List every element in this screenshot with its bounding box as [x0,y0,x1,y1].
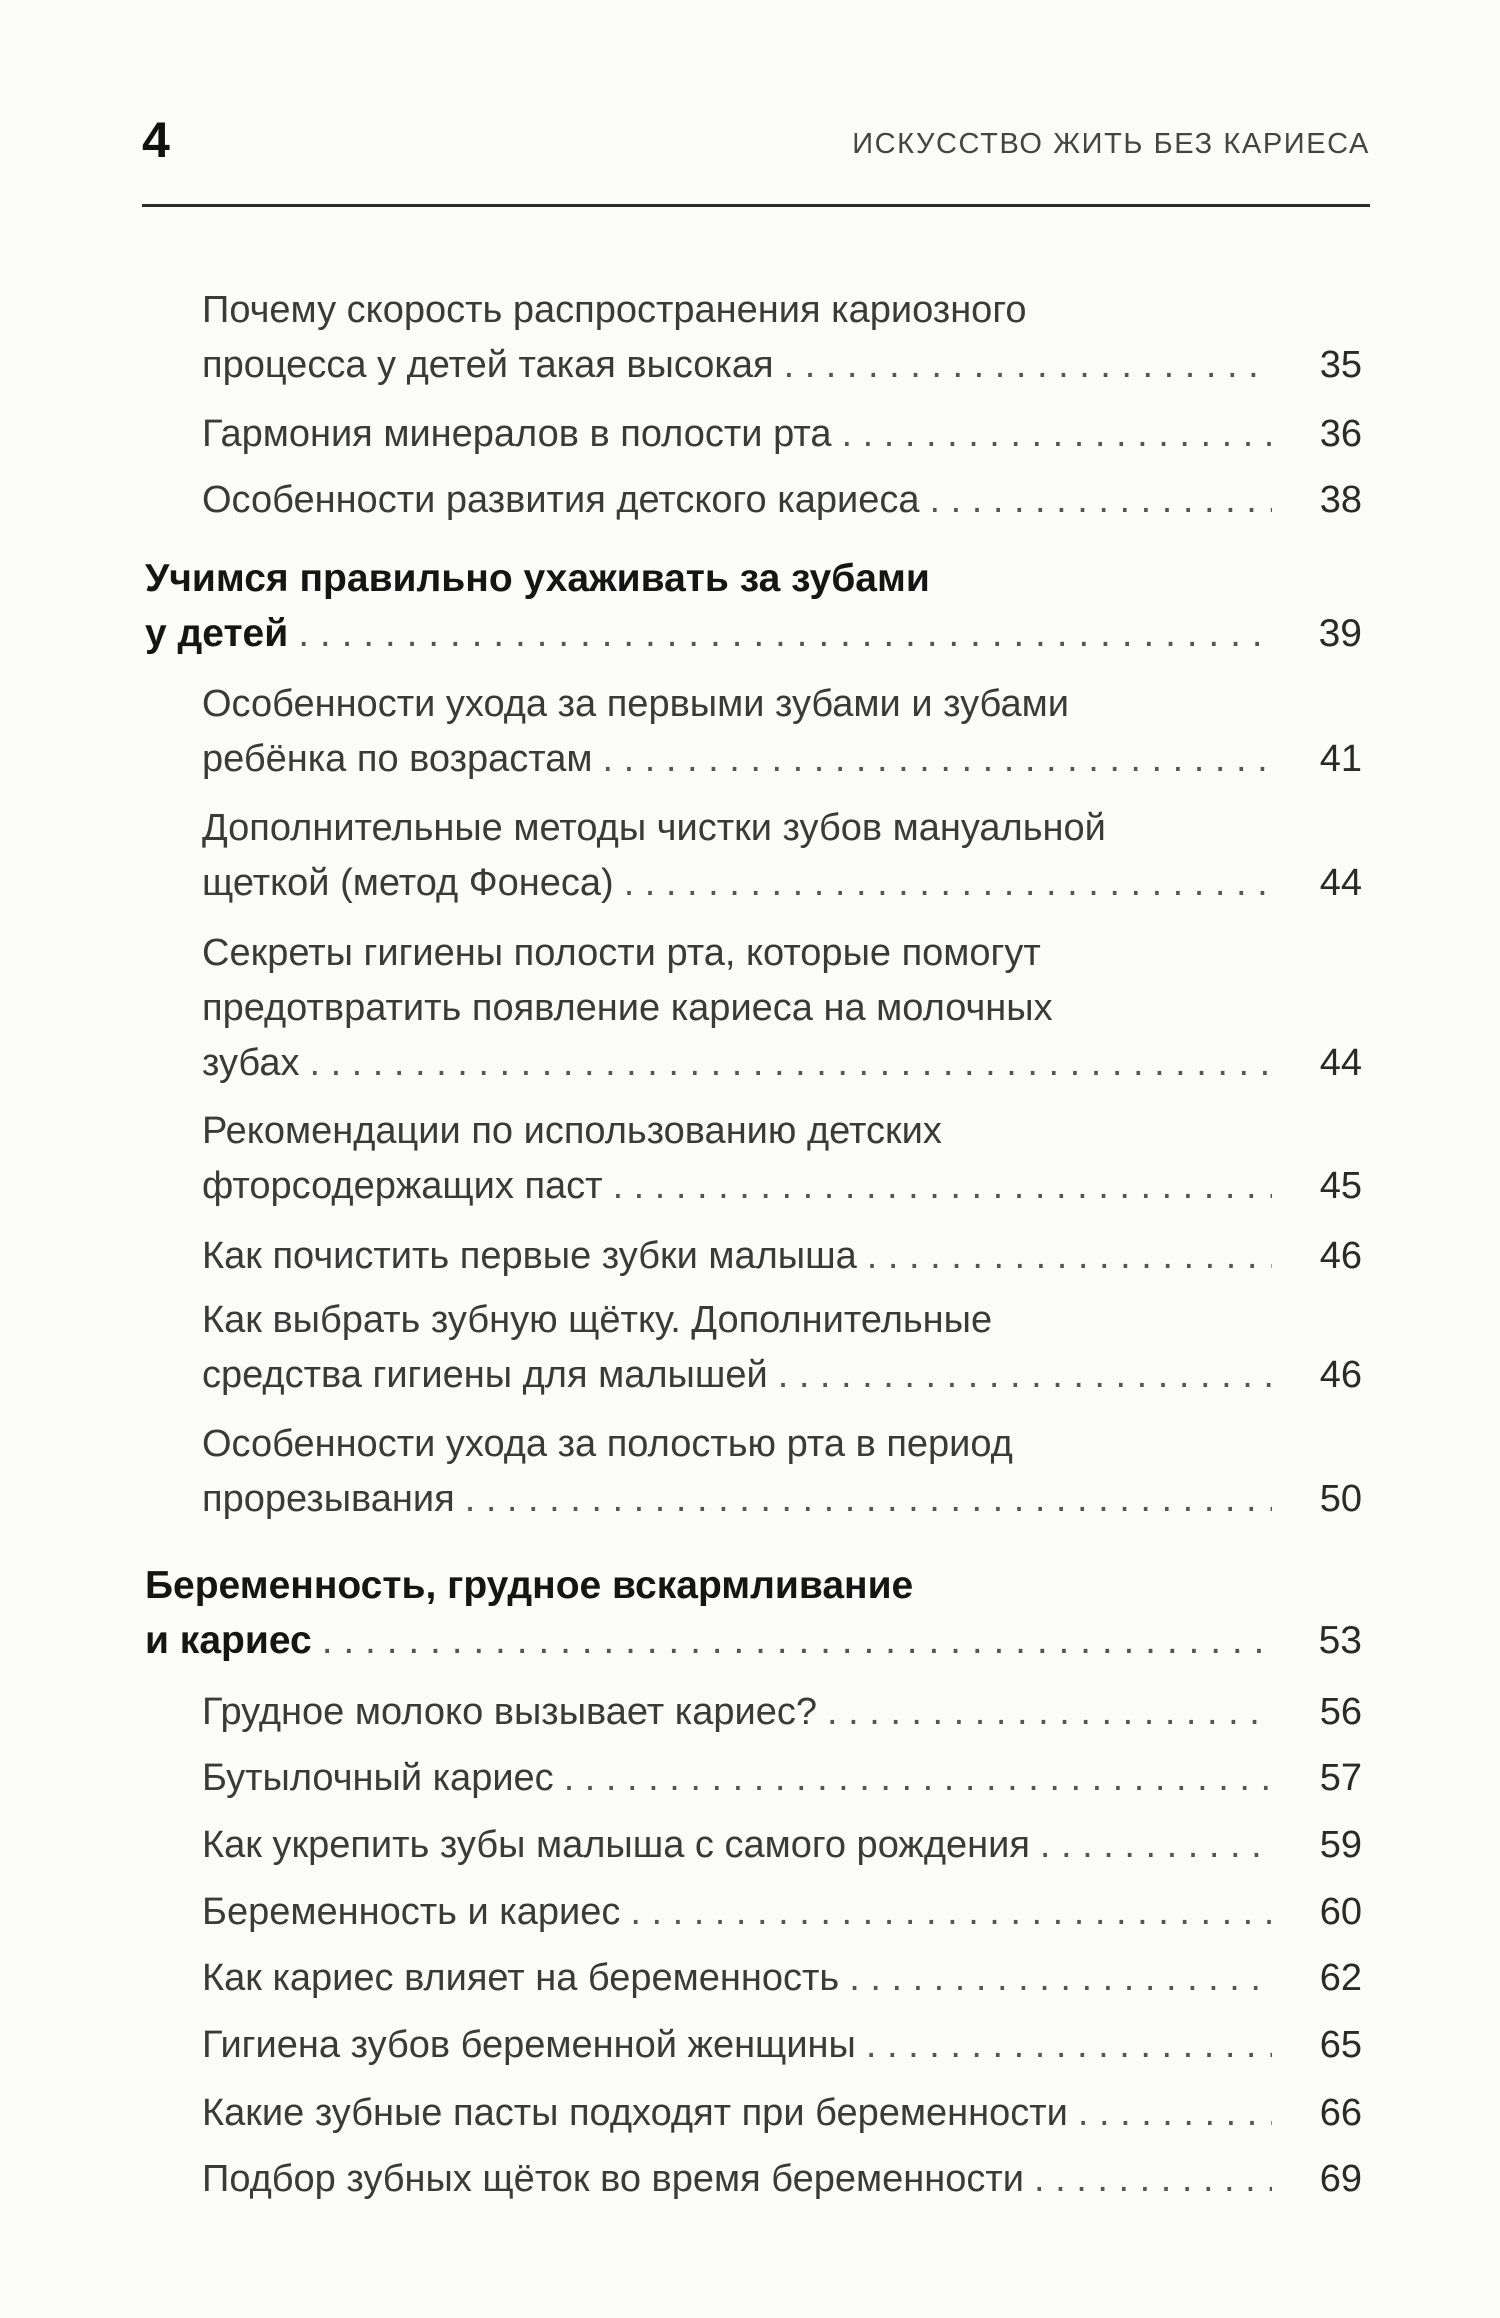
dot-leader [624,855,1272,911]
toc-entry [202,1884,1362,1940]
toc-entry-text: предотвратить появление кариеса на молочных [202,987,1053,1029]
section-heading-text: и кариес [145,1619,312,1662]
page-reference: 56 [1319,1691,1362,1733]
toc-entry [202,1817,1362,1873]
toc-entry-text: Как укрепить зубы малыша с самого рождения [202,1824,1030,1866]
page-reference: 46 [1319,1354,1362,1396]
toc-entry-text: Бутылочный кариес [202,1757,554,1799]
toc-entry [202,406,1362,462]
toc-entry [202,1684,1362,1740]
toc-entry [202,1471,1362,1527]
toc-entry-text: прорезывания [202,1478,455,1520]
page-reference: 69 [1319,2158,1362,2200]
toc-entry [202,1950,1362,2006]
section-heading [145,1613,1362,1669]
toc-entry [202,337,1362,393]
page-reference: 46 [1319,1235,1362,1277]
toc-entry [202,472,1362,528]
toc-entry-line [202,1103,1362,1159]
dot-leader [784,337,1272,393]
dot-leader [613,1158,1272,1214]
toc-entry-text: Как кариес влияет на беременность [202,1957,840,1999]
page-reference: 65 [1319,2024,1362,2066]
toc-entry [202,731,1362,787]
section-heading-text: у детей [145,612,289,655]
dot-leader [322,1613,1272,1669]
toc-entry-text: Секреты гигиены полости рта, которые помогут [202,932,1041,974]
page-reference: 45 [1319,1165,1362,1207]
page-reference: 53 [1318,1619,1362,1662]
page-reference: 38 [1319,479,1362,521]
running-title: ИСКУССТВО ЖИТЬ БЕЗ КАРИЕСА [852,128,1370,160]
section-heading [145,606,1362,662]
header-rule [142,204,1370,207]
toc-entry-text: Дополнительные методы чистки зубов мануальной [202,807,1106,849]
dot-leader [298,606,1272,662]
toc-entry [202,2017,1362,2073]
page-reference: 44 [1319,1042,1362,1084]
page-reference: 59 [1319,1824,1362,1866]
section-heading-line [145,1558,1362,1614]
dot-leader [465,1471,1272,1527]
dot-leader [827,1684,1272,1740]
toc-entry [202,2085,1362,2141]
dot-leader [849,1950,1272,2006]
toc-entry-text: Подбор зубных щёток во время беременности [202,2158,1025,2200]
toc-entry [202,855,1362,911]
page-reference: 57 [1319,1757,1362,1799]
page-reference: 66 [1319,2092,1362,2134]
toc-entry [202,1750,1362,1806]
dot-leader [564,1750,1272,1806]
toc-entry-text: ребёнка по возрастам [202,738,593,780]
toc-entry-text: Особенности ухода за первыми зубами и зубами [202,683,1069,725]
dot-leader [1034,2151,1272,2207]
dot-leader [1040,1817,1272,1873]
page-reference: 50 [1319,1478,1362,1520]
toc-entry-text: Особенности ухода за полостью рта в период [202,1423,1013,1465]
page-reference: 41 [1319,738,1362,780]
dot-leader [1078,2085,1272,2141]
toc-entry-line [202,925,1362,981]
page-reference: 36 [1319,413,1362,455]
toc-entry-text: Какие зубные пасты подходят при беременности [202,2092,1068,2134]
dot-leader [842,406,1273,462]
toc-entry [202,1347,1362,1403]
toc-entry-line [202,282,1362,338]
dot-leader [309,1035,1272,1091]
page-reference: 35 [1319,344,1362,386]
toc-entry [202,1228,1362,1284]
toc-entry-line [202,800,1362,856]
toc-entry-text: Рекомендации по использованию детских [202,1110,942,1152]
toc-entry-text: Почему скорость распространения кариозного [202,289,1027,331]
toc-entry-text: процесса у детей такая высокая [202,344,774,386]
dot-leader [867,1228,1272,1284]
toc-entry-text: Особенности развития детского кариеса [202,479,920,521]
page-number: 4 [142,112,170,168]
toc-entry-line [202,676,1362,732]
page-reference: 62 [1319,1957,1362,1999]
toc-entry-text: Гигиена зубов беременной женщины [202,2024,856,2066]
dot-leader [630,1884,1272,1940]
toc-entry-text: средства гигиены для малышей [202,1354,768,1396]
toc-entry [202,1158,1362,1214]
page-reference: 44 [1319,862,1362,904]
toc-entry [202,2151,1362,2207]
dot-leader [778,1347,1272,1403]
toc-entry-text: Гармония минералов в полости рта [202,413,832,455]
toc-entry-text: Как почистить первые зубки малыша [202,1235,857,1277]
page-reference: 60 [1319,1891,1362,1933]
page-reference: 39 [1318,612,1362,655]
toc-entry-text: Беременность и кариес [202,1891,621,1933]
toc-entry-line [202,1292,1362,1348]
dot-leader [929,472,1272,528]
dot-leader [603,731,1272,787]
dot-leader [866,2017,1272,2073]
toc-entry-text: Грудное молоко вызывает кариес? [202,1691,817,1733]
toc-entry-text: фторсодержащих паст [202,1165,603,1207]
section-heading-line [145,551,1362,607]
toc-entry-line [202,980,1362,1036]
toc-entry-text: Как выбрать зубную щётку. Дополнительные [202,1299,993,1341]
toc-entry-text: зубах [202,1042,300,1084]
page-header [142,108,1370,204]
section-heading-text: Учимся правильно ухаживать за зубами [145,557,930,600]
toc-entry [202,1035,1362,1091]
section-heading-text: Беременность, грудное вскармливание [145,1564,914,1607]
toc-entry-text: щеткой (метод Фонеса) [202,862,614,904]
toc-entry-line [202,1416,1362,1472]
